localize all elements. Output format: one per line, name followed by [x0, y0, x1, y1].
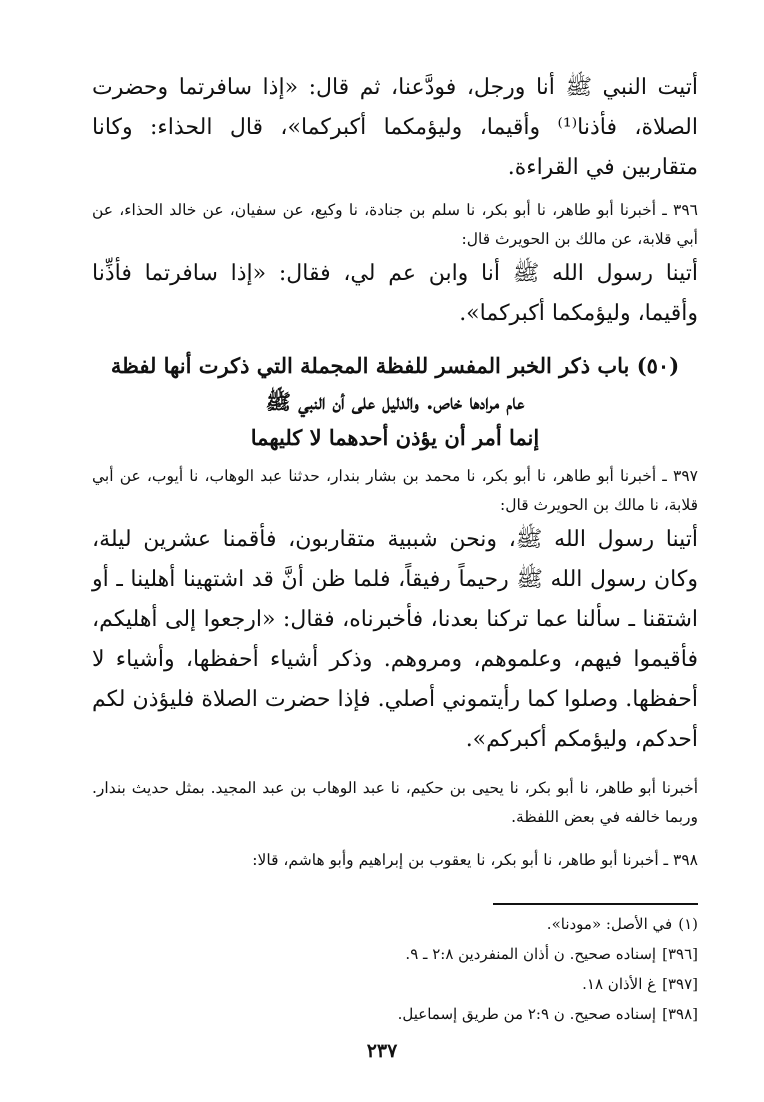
hadith-text-396: أتينا رسول الله ﷺ أنا وابن عم لي، فقال: «إذا سافرتما فأذِّنا وأقيما، وليؤمكما أكبركما». [92, 261, 698, 326]
footnote-text: في الأصل: «مودنا». [546, 915, 673, 933]
heading-line-2: عام مرادها خاص. والدليل على أن النبي ﷺ [265, 389, 525, 414]
footnote-1 [92, 909, 698, 939]
hadith-text-continued: أتيت النبي ﷺ أنا ورجل، فودَّعنا، ثم قال: «إذا سافرتما وحضرت الصلاة، فأذنا⁽¹⁾ وأقيما، وليؤمكما أكبركما»، قال الحذاء: وكانا متقاربين في القراءة. [92, 75, 698, 180]
page-body [92, 68, 698, 1029]
isnad-398: ٣٩٨ ـ أخبرنا أبو طاهر، نا أبو بكر، نا يعقوب بن إبراهيم وأبو هاشم، قالا: [252, 851, 698, 869]
footnote-ref: [٣٩٦] [662, 945, 698, 963]
footnote-397 [92, 969, 698, 999]
footnote-ref: (١) [678, 915, 698, 933]
isnad-397-alt: أخبرنا أبو طاهر، نا أبو بكر، نا يحيى بن حكيم، نا عبد الوهاب بن عبد المجيد. بمثل حديث بندار. وربما خالفه في بعض اللفظة. [92, 779, 698, 826]
heading-line-3: إنما أمر أن يؤذن أحدهما لا كليهما [250, 425, 540, 450]
footnote-text: غ الأذان ١٨. [582, 975, 657, 993]
page-number: ٢٣٧ [366, 1040, 398, 1062]
footnote-396 [92, 939, 698, 969]
footnote-398 [92, 999, 698, 1029]
heading-line-1: (٥٠) باب ذكر الخبر المفسر للفظة المجملة التي ذكرت أنها لفظة [110, 353, 680, 378]
footnote-ref: [٣٩٧] [662, 975, 698, 993]
footnote-text: إسناده صحيح. ن أذان المنفردين ٢:٨ ـ ٩. [405, 945, 657, 963]
isnad-396: ٣٩٦ ـ أخبرنا أبو طاهر، نا أبو بكر، نا سلم بن جنادة، نا وكيع، عن سفيان، عن خالد الحذاء، عن أبي قلابة، عن مالك بن الحويرث قال: [92, 201, 698, 248]
footnote-text: إسناده صحيح. ن ٢:٩ من طريق إسماعيل. [397, 1005, 657, 1023]
chapter-heading-50 [92, 348, 698, 456]
footnote-divider [493, 903, 698, 905]
isnad-397: ٣٩٧ ـ أخبرنا أبو طاهر، نا أبو بكر، نا محمد بن بشار بندار، حدثنا عبد الوهاب، نا أيوب، عن أبي قلابة، نا مالك بن الحويرث قال: [92, 467, 698, 514]
footnote-ref: [٣٩٨] [662, 1005, 698, 1023]
hadith-text-397: أتينا رسول الله ﷺ، ونحن شببية متقاربون، فأقمنا عشرين ليلة، وكان رسول الله ﷺ رحيماً رفيقاً، فلما ظن أنَّ قد اشتهينا أهلينا ـ أو اشتقنا ـ سألنا عما تركنا بعدنا، فأخبرناه، فقال: «ارجعوا إلى أهليكم، فأقيموا فيهم، وعلموهم، ومروهم. وذكر أشياء أحفظها، وأشياء لا أحفظها. وصلوا كما رأيتموني أصلي. فإذا حضرت الصلاة فليؤذن لكم أحدكم، وليؤمكم أكبركم». [92, 527, 698, 752]
